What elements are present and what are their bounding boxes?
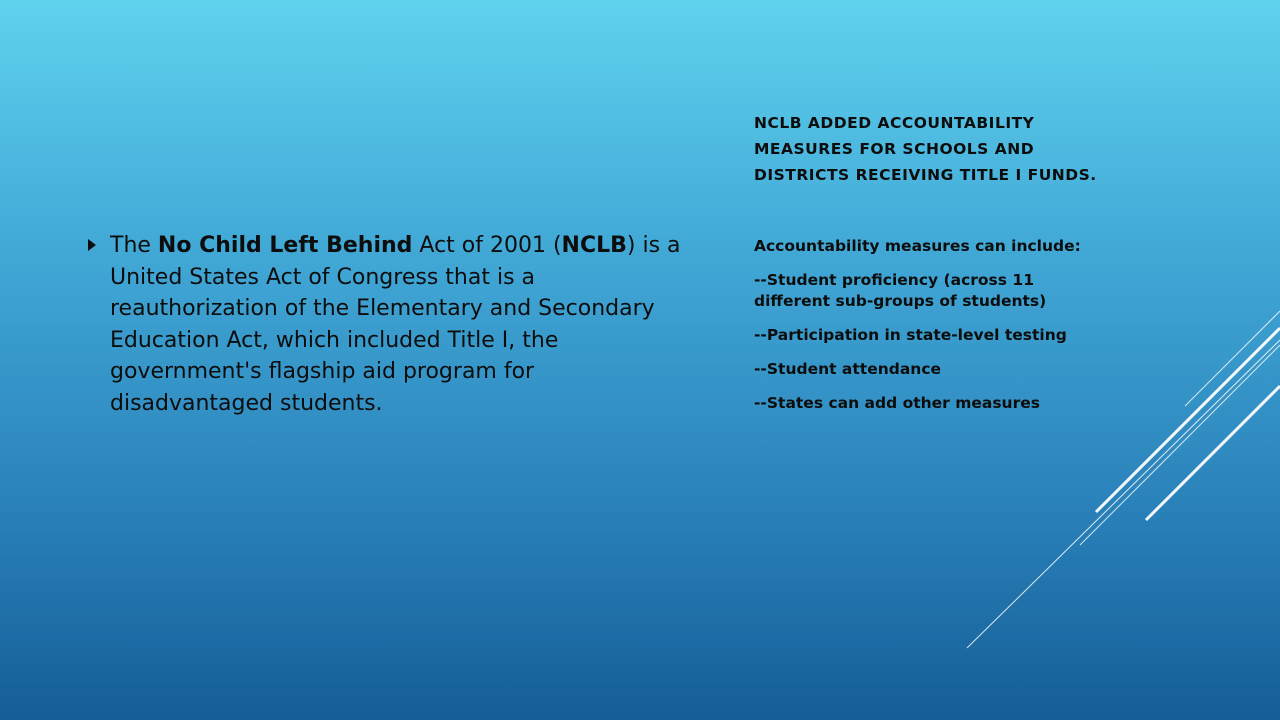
list-item: --Student attendance <box>754 360 942 378</box>
triangle-bullet-icon <box>88 239 96 251</box>
text-segment: The <box>110 233 158 258</box>
list-item: --States can add other measures <box>754 394 1040 412</box>
list-item: --Student proficiency (across 11 different sub-groups of students) <box>754 271 1047 310</box>
nclb-description <box>110 230 688 419</box>
accountability-list <box>754 236 1114 414</box>
side-panel <box>754 110 1114 427</box>
text-segment: Act of 2001 ( <box>412 233 562 258</box>
deco-line-thick-1 <box>1096 328 1280 512</box>
list-intro: Accountability measures can include: <box>754 237 1081 255</box>
list-item: --Participation in state-level testing <box>754 326 1067 344</box>
bold-act-name: No Child Left Behind <box>157 233 413 258</box>
main-text-block <box>88 230 688 419</box>
bold-acronym: NCLB <box>561 233 627 258</box>
bullet-item <box>88 230 688 419</box>
text-segment: ) is a United States Act of Congress that is a reauthorization of the Elementary and Secondary Education Act, which included Title I, the government's flagship aid program for disadvantaged students. <box>110 233 681 416</box>
deco-line-thin-3 <box>1185 311 1280 406</box>
side-heading: NCLB ADDED ACCOUNTABILITY MEASURES FOR SCHOOLS AND DISTRICTS RECEIVING TITLE I FUNDS. <box>754 114 1097 184</box>
